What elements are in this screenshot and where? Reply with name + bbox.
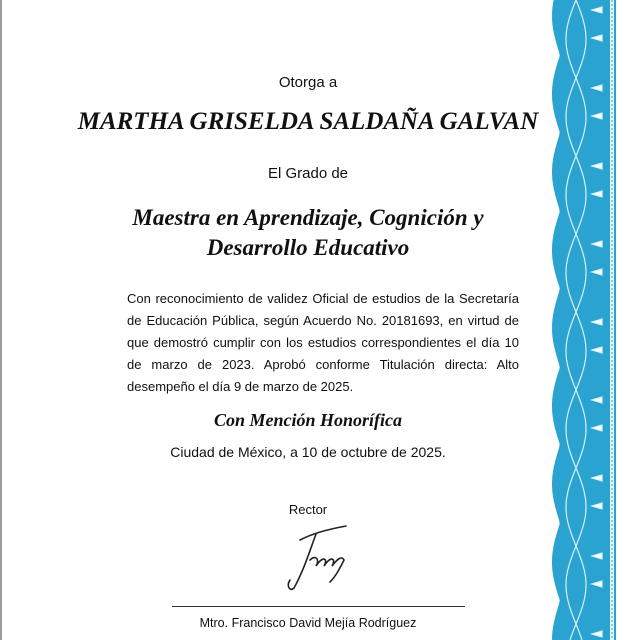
paragraph-line: de Educación Pública, según Acuerdo No. 20181693, en virtud de [127,313,519,328]
signature-line [172,606,465,607]
left-edge-line [0,0,2,640]
place-date: Ciudad de México, a 10 de octubre de 2025. [170,444,446,460]
degree-line: Desarrollo Educativo [206,235,410,260]
paragraph-line: que demostró cumplir con los estudios correspondientes el día 10 [127,335,519,350]
paragraph-line: desempeño el día 9 de marzo de 2025. [127,379,354,394]
signature-image [280,520,360,595]
intro-text: Otorga a [278,74,338,91]
degree-line: Maestra en Aprendizaje, Cognición y [132,205,484,230]
degree-title [60,203,556,263]
paragraph-line: de marzo de 2023. Aprobó conforme Titulación directa: Alto [127,357,519,372]
recipient-name: MARTHA GRISELDA SALDAÑA GALVAN [77,108,539,135]
honor-mention: Con Mención Honorífica [213,410,403,430]
decorative-border [540,0,640,640]
signer-name: Mtro. Francisco David Mejía Rodríguez [199,616,417,630]
recognition-paragraph [127,288,519,398]
paragraph-line: Con reconocimiento de validez Oficial de estudios de la Secretaría [127,291,519,306]
signer-title: Rector [288,502,328,517]
degree-intro: El Grado de [267,165,349,182]
